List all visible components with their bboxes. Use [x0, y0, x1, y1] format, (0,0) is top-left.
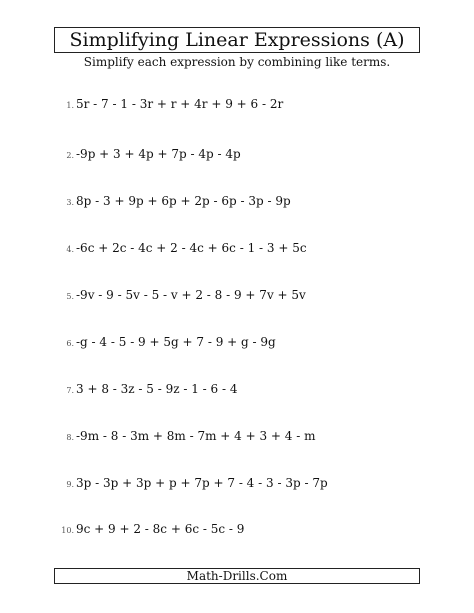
problem-expression: 5r - 7 - 1 - 3r + r + 4r + 9 + 6 - 2r	[76, 97, 284, 111]
problem-expression: -9m - 8 - 3m + 8m - 7m + 4 + 3 + 4 - m	[76, 429, 316, 443]
problem-number: 6.	[66, 339, 74, 348]
problem-5	[60, 287, 440, 303]
problem-10	[60, 521, 440, 537]
problem-expression: -9v - 9 - 5v - 5 - v + 2 - 8 - 9 + 7v + 5v	[76, 288, 306, 302]
problem-expression: 9c + 9 + 2 - 8c + 6c - 5c - 9	[76, 522, 245, 536]
footer-box	[54, 568, 420, 584]
footer-text: Math-Drills.Com	[186, 569, 288, 583]
problem-expression: 3p - 3p + 3p + p + 7p + 7 - 4 - 3 - 3p - 7p	[76, 476, 328, 490]
problem-1	[60, 96, 440, 112]
problem-2	[60, 146, 440, 162]
worksheet-title: Simplifying Linear Expressions (A)	[69, 28, 405, 51]
problem-number: 8.	[66, 433, 74, 442]
problem-expression: 3 + 8 - 3z - 5 - 9z - 1 - 6 - 4	[76, 382, 238, 396]
worksheet-instructions: Simplify each expression by combining like terms.	[83, 55, 391, 69]
problem-expression: -g - 4 - 5 - 9 + 5g + 7 - 9 + g - 9g	[76, 335, 276, 349]
problem-8	[60, 428, 440, 444]
problem-6	[60, 334, 440, 350]
problem-expression: -6c + 2c - 4c + 2 - 4c + 6c - 1 - 3 + 5c	[76, 241, 307, 255]
problem-number: 4.	[66, 245, 74, 254]
problem-number: 2.	[66, 151, 74, 160]
problem-number: 1.	[66, 101, 74, 110]
problem-number: 5.	[66, 292, 74, 301]
problem-9	[60, 475, 440, 491]
problem-4	[60, 240, 440, 256]
problem-number: 3.	[66, 198, 74, 207]
problem-3	[60, 193, 440, 209]
problem-expression: -9p + 3 + 4p + 7p - 4p - 4p	[76, 147, 241, 161]
problem-number: 9.	[66, 480, 74, 489]
problem-7	[60, 381, 440, 397]
problem-number: 10.	[61, 526, 74, 535]
problem-number: 7.	[66, 386, 74, 395]
problem-expression: 8p - 3 + 9p + 6p + 2p - 6p - 3p - 9p	[76, 194, 291, 208]
